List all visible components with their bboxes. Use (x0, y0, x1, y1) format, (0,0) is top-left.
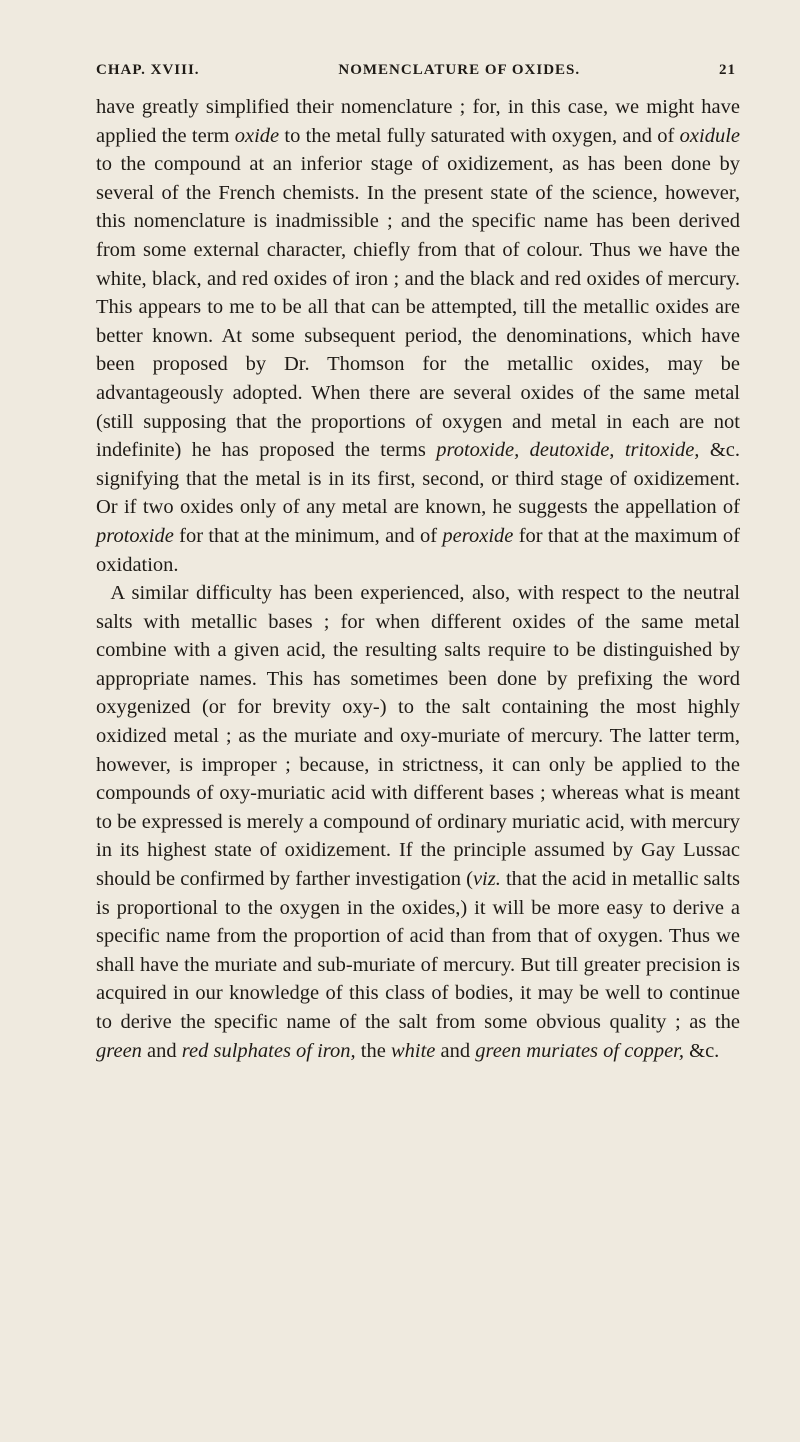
running-head (96, 62, 740, 79)
chapter-title: NOMENCLATURE OF OXIDES. (338, 62, 581, 78)
text-run: to the metal fully saturated with oxygen, and of (279, 124, 680, 147)
text-run: &c. (684, 1039, 720, 1062)
italic-term: green muriates of copper, (475, 1039, 684, 1062)
italic-term: peroxide (442, 524, 514, 547)
text-run: the (355, 1039, 391, 1062)
italic-term: green (96, 1039, 142, 1062)
text-run: &c. signifying that the metal is in its first, second, or third stage of oxidizement. Or if two oxides only of any metal are known, he suggests the appellation of (96, 439, 741, 519)
italic-term: protoxide, deutoxide, tritoxide, (436, 439, 700, 462)
page-number: 21 (718, 62, 736, 78)
text-run: A similar difficulty has been experienced, also, with respect to the neutral salts with metallic bases ; for when different oxides of the same metal combine with a given acid, the resulting salts require to be distinguished by appropriate names. This has sometimes been done by prefixing the word oxygenized (or for brevity oxy-) to the salt containing the most highly oxidized metal ; as the muriate and oxy-muriate of mercury. The latter term, however, is improper ; because, in strictness, it can only be applied to the compounds of oxy-muriatic acid with different bases ; whereas what is meant to be expressed is merely a compound of ordinary muriatic acid, with mercury in its highest state of oxidizement. If the principle assumed by Gay Lussac should be confirmed by farther investigation ( (96, 582, 740, 891)
italic-term: oxide (234, 124, 280, 147)
text-run: for that at the minimum, and of (173, 524, 443, 547)
italic-term: white (390, 1039, 436, 1062)
italic-term: red sulphates of iron, (181, 1039, 356, 1062)
text-run: have greatly simplified their nomenclature ; for, in this case, we might have applied the term (96, 96, 740, 147)
italic-term: protoxide (96, 524, 174, 547)
text-run: to the compound at an inferior stage of oxidizement, as has been done by several of the French chemists. In the present state of the science, however, this nomenclature is inadmissible ; and the specific name has been derived from some external character, chiefly from that of colour. Thus we have the white, black, and red oxides of iron ; and the black and red oxides of mercury. This appears to me to be all that can be attempted, till the metallic oxides are better known. At some subsequent period, the denominations, which have been proposed by Dr. Thomson for the metallic oxides, may be advantageously adopted. When there are several oxides of the same metal (still supposing that the proportions of oxygen and metal in each are not indefinite) he has proposed the terms (96, 153, 740, 462)
italic-term: viz. (472, 868, 501, 891)
paragraph (96, 93, 740, 579)
text-run: and (435, 1039, 476, 1062)
body-text (96, 93, 740, 1065)
text-run: that the acid in metallic salts is proportional to the oxygen in the oxides,) it will be more easy to derive a specific name from the proportion of acid than from that of oxygen. Thus we shall have the muriate and sub-muriate of mercury. But till greater precision is acquired in our knowledge of this class of bodies, it may be well to continue to derive the specific name of the salt from some obvious quality ; as the (96, 868, 740, 1033)
italic-term: oxidule (679, 124, 740, 147)
chapter-label: CHAP. XVIII. (96, 62, 200, 78)
text-run: for that at the maximum of oxidation. (96, 524, 740, 576)
paragraph (96, 579, 740, 1065)
text-run: and (141, 1039, 182, 1062)
